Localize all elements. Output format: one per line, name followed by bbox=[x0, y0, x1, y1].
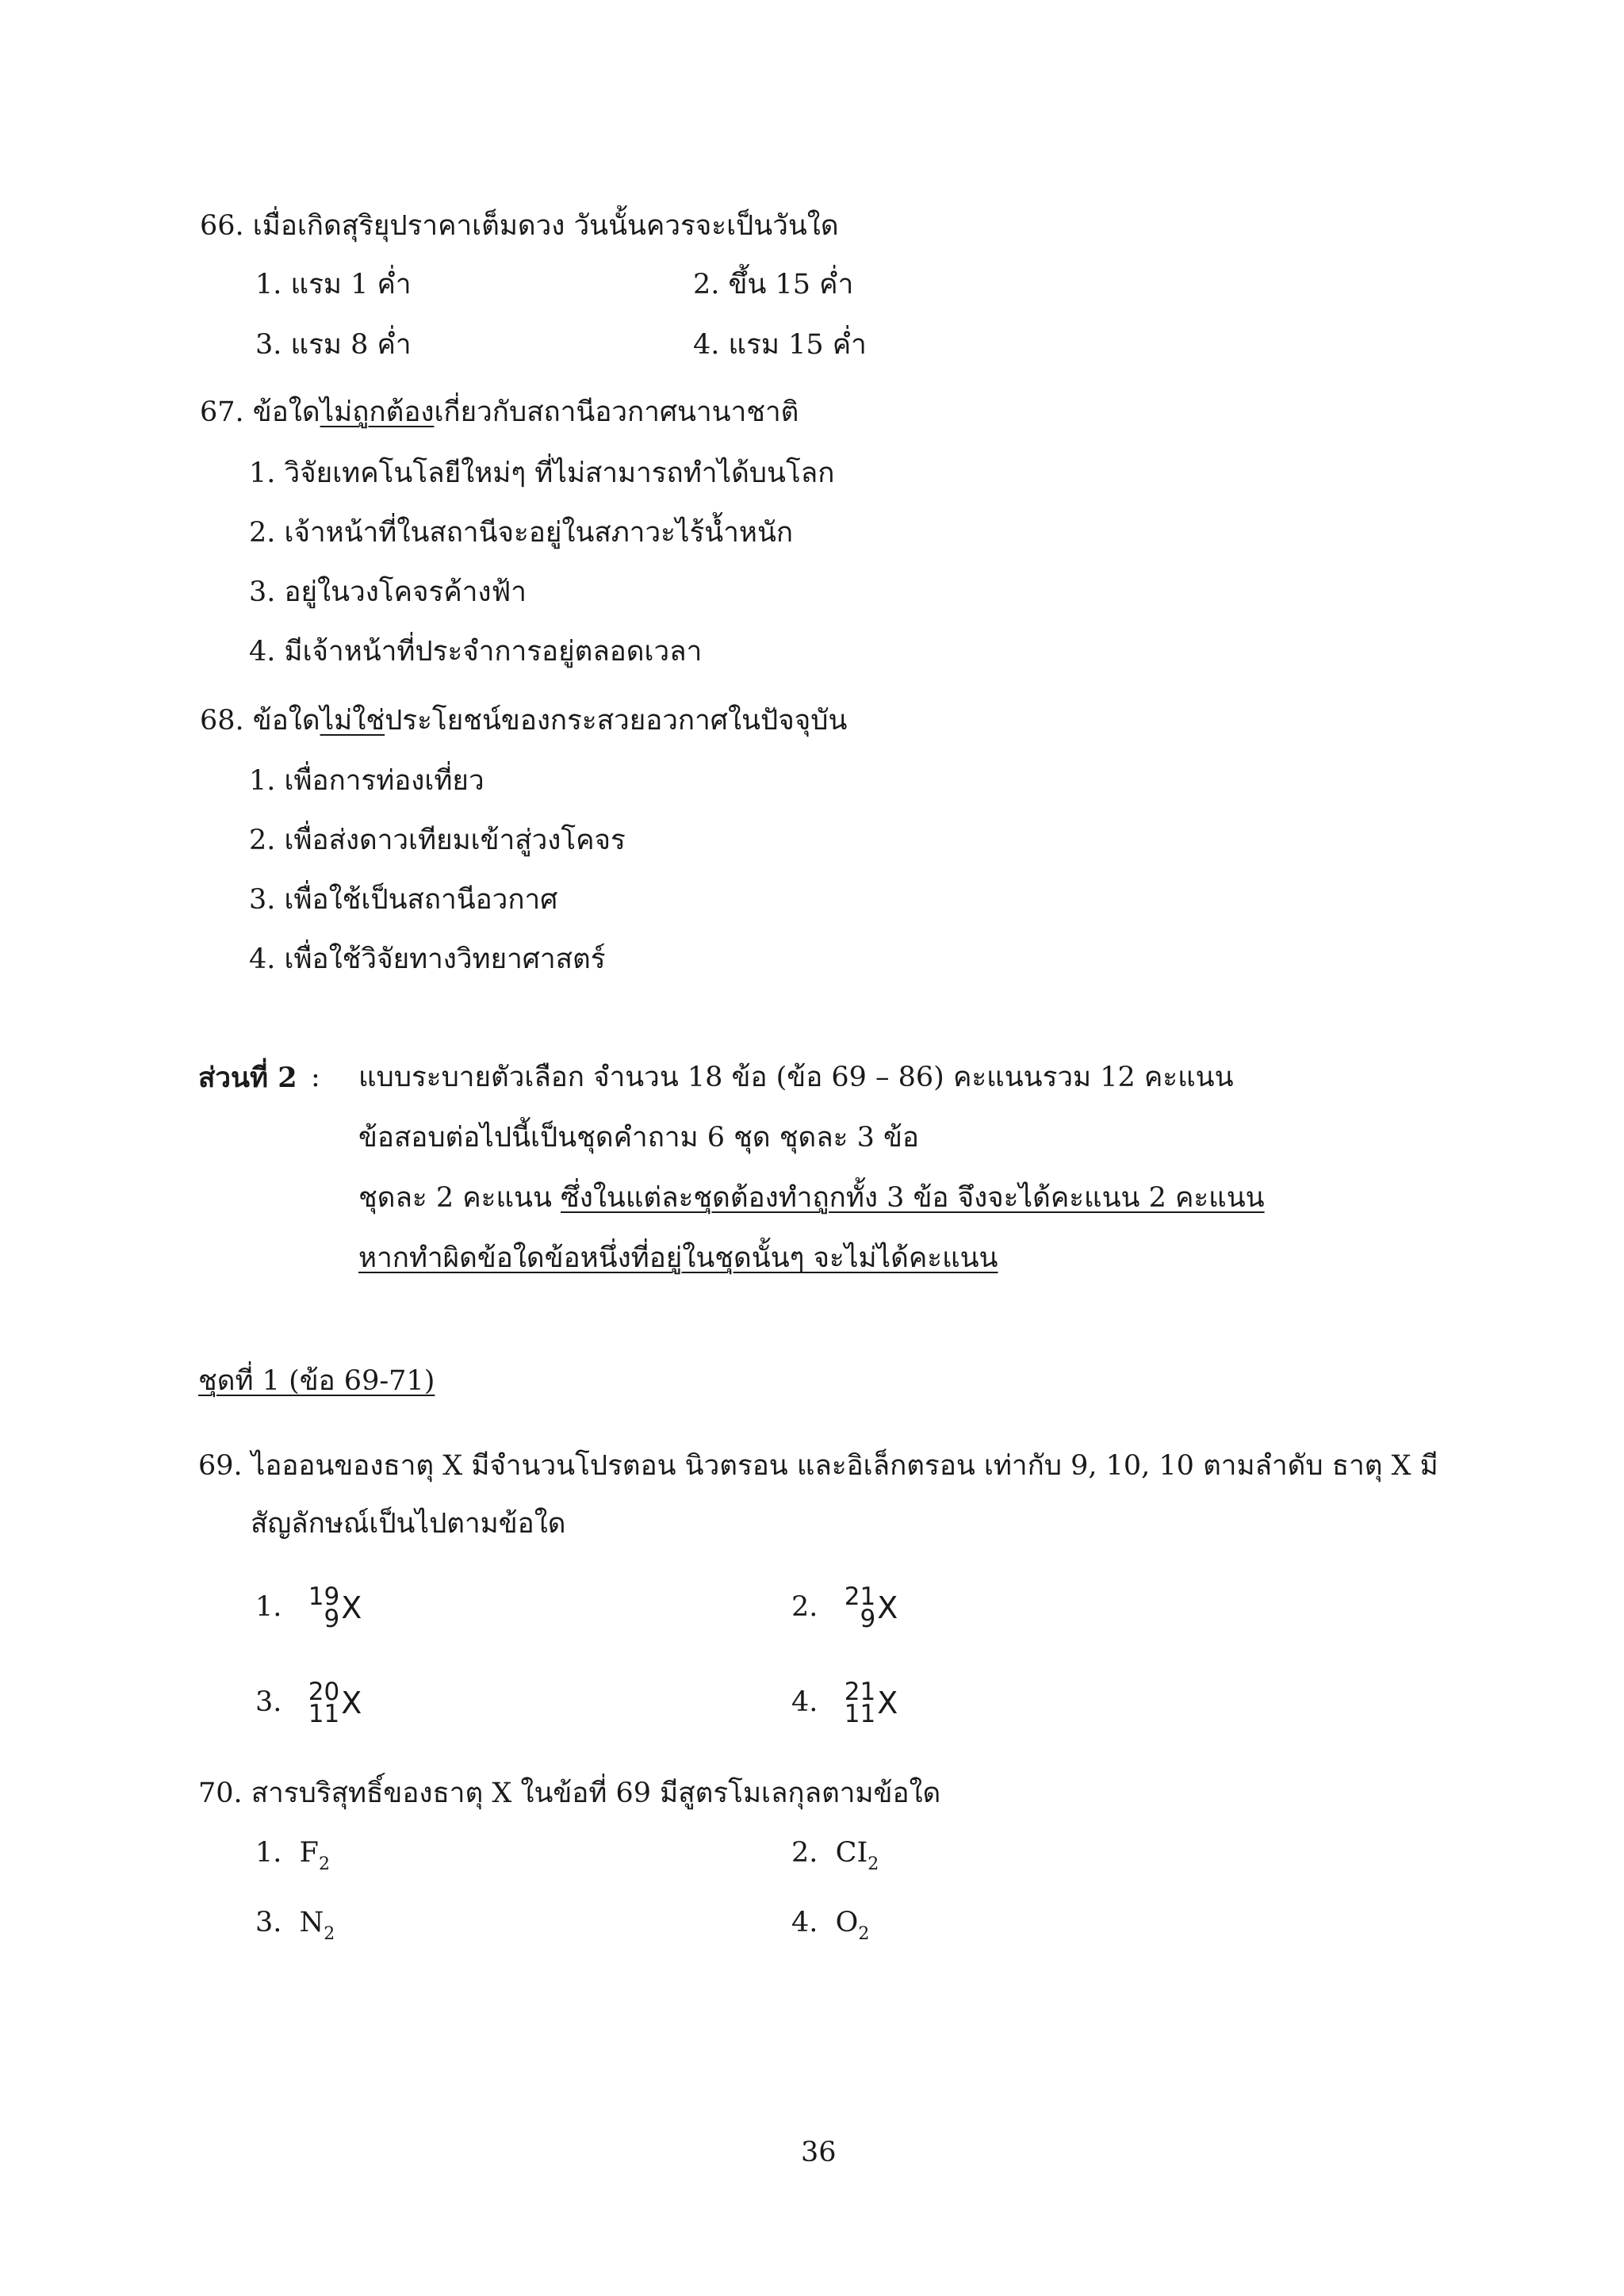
question-69-option-4 bbox=[791, 1678, 898, 1728]
question-68-option-3: 3. เพื่อใช้เป็นสถานีอวกาศ bbox=[249, 884, 558, 916]
question-69-stem-line-2: สัญลักษณ์เป็นไปตามข้อใด bbox=[251, 1508, 566, 1540]
section-2-line-4-emphasis: หากทำผิดข้อใดข้อหนึ่งที่อยู่ในชุดนั้นๆ จะไม่ได้คะแนน bbox=[358, 1242, 998, 1274]
option-label: 1. bbox=[255, 1837, 282, 1869]
question-67-rest: เกี่ยวกับสถานีอวกาศนานาชาติ bbox=[434, 396, 799, 428]
mass-number: 20 bbox=[308, 1678, 340, 1706]
section-2-line-3-plain: ชุดละ 2 คะแนน bbox=[358, 1182, 561, 1214]
atomic-number: 9 bbox=[860, 1605, 876, 1633]
isotope-numbers bbox=[844, 1678, 876, 1728]
question-67-option-3: 3. อยู่ในวงโคจรค้างฟ้า bbox=[249, 576, 527, 608]
question-70-option-2 bbox=[791, 1839, 879, 1873]
option-label: 2. bbox=[791, 1590, 818, 1623]
question-69-option-3 bbox=[255, 1678, 362, 1728]
option-label: 2. bbox=[791, 1837, 818, 1869]
question-70-option-4 bbox=[791, 1909, 869, 1943]
section-2-description-line-2: ข้อสอบต่อไปนี้เป็นชุดคำถาม 6 ชุด ชุดละ 3 ข้อ bbox=[358, 1122, 919, 1154]
atomic-number: 11 bbox=[308, 1700, 340, 1728]
question-67-option-2: 2. เจ้าหน้าที่ในสถานีจะอยู่ในสภาวะไร้น้ำหนัก bbox=[249, 517, 794, 549]
question-67-emphasis: ไม่ถูกต้อง bbox=[320, 396, 435, 428]
question-68-rest: ประโยชน์ของกระสวยอวกาศในปัจจุบัน bbox=[385, 705, 848, 737]
element-symbol: X bbox=[877, 1590, 898, 1625]
question-68-option-4: 4. เพื่อใช้วิจัยทางวิทยาศาสตร์ bbox=[249, 943, 606, 975]
formula-subscript: 2 bbox=[868, 1854, 879, 1874]
question-67-stem bbox=[200, 396, 799, 428]
question-67-number: 67. ข้อใด bbox=[200, 396, 320, 428]
question-67-option-4: 4. มีเจ้าหน้าที่ประจำการอยู่ตลอดเวลา bbox=[249, 636, 703, 668]
molecular-formula: F bbox=[299, 1837, 319, 1869]
question-68-stem bbox=[200, 707, 847, 735]
question-70-option-1 bbox=[255, 1839, 330, 1873]
formula-subscript: 2 bbox=[858, 1924, 870, 1944]
question-68-emphasis: ไม่ใช่ bbox=[320, 705, 385, 737]
molecular-formula: CI bbox=[835, 1837, 868, 1869]
question-67-option-1: 1. วิจัยเทคโนโลยีใหม่ๆ ที่ไม่สามารถทำได้บนโลก bbox=[249, 457, 835, 489]
question-68-number: 68. ข้อใด bbox=[200, 705, 320, 737]
element-symbol: X bbox=[341, 1686, 362, 1720]
section-2-line-3-emphasis: ซึ่งในแต่ละชุดต้องทำถูกทั้ง 3 ข้อ จึงจะได้คะแนน 2 คะแนน bbox=[561, 1182, 1265, 1214]
question-69-option-1 bbox=[255, 1582, 362, 1633]
atomic-number: 9 bbox=[324, 1605, 340, 1633]
isotope-numbers bbox=[844, 1582, 876, 1633]
mass-number: 21 bbox=[844, 1678, 876, 1706]
question-70-stem: 70. สารบริสุทธิ์ของธาตุ X ในข้อที่ 69 มีสูตรโมเลกุลตามข้อใด bbox=[198, 1777, 941, 1809]
formula-subscript: 2 bbox=[324, 1924, 335, 1944]
question-66-option-3: 3. แรม 8 ค่ำ bbox=[255, 329, 412, 361]
element-symbol: X bbox=[877, 1686, 898, 1720]
question-70-option-3 bbox=[255, 1909, 335, 1943]
molecular-formula: O bbox=[835, 1907, 859, 1938]
question-69-option-2 bbox=[791, 1582, 898, 1633]
section-2-label: ส่วนที่ 2 bbox=[198, 1062, 297, 1094]
option-label: 3. bbox=[255, 1686, 282, 1718]
question-68-option-2: 2. เพื่อส่งดาวเทียมเข้าสู่วงโคจร bbox=[249, 825, 626, 856]
question-66-option-2: 2. ขึ้น 15 ค่ำ bbox=[693, 269, 854, 300]
question-69-stem-line-1: 69. ไอออนของธาตุ X มีจำนวนโปรตอน นิวตรอน และอิเล็กตรอน เท่ากับ 9, 10, 10 ตามลำดับ ธาตุ X มี bbox=[198, 1450, 1438, 1482]
mass-number: 21 bbox=[844, 1582, 876, 1611]
question-66-stem: 66. เมื่อเกิดสุริยุปราคาเต็มดวง วันนั้นควรจะเป็นวันใด bbox=[200, 210, 839, 242]
element-symbol: X bbox=[341, 1590, 362, 1625]
formula-subscript: 2 bbox=[318, 1854, 330, 1874]
molecular-formula: N bbox=[299, 1907, 324, 1938]
page-number: 36 bbox=[801, 2137, 837, 2168]
option-label: 4. bbox=[791, 1907, 818, 1938]
isotope-numbers bbox=[308, 1678, 340, 1728]
isotope-numbers bbox=[308, 1582, 340, 1633]
question-66-option-4: 4. แรม 15 ค่ำ bbox=[693, 329, 867, 361]
section-2-description-line-4 bbox=[358, 1242, 998, 1274]
option-label: 1. bbox=[255, 1590, 282, 1623]
option-label: 3. bbox=[255, 1907, 282, 1938]
section-2-colon: : bbox=[311, 1062, 320, 1093]
atomic-number: 11 bbox=[844, 1700, 876, 1728]
mass-number: 19 bbox=[308, 1582, 340, 1611]
question-68-option-1: 1. เพื่อการท่องเที่ยว bbox=[249, 765, 485, 797]
section-2-description-line-3 bbox=[358, 1184, 1265, 1212]
option-label: 4. bbox=[791, 1686, 818, 1718]
set-1-title: ชุดที่ 1 (ข้อ 69-71) bbox=[198, 1365, 435, 1397]
section-2-description-line-1: แบบระบายตัวเลือก จำนวน 18 ข้อ (ข้อ 69 – 86) คะแนนรวม 12 คะแนน bbox=[358, 1062, 1234, 1093]
question-66-option-1: 1. แรม 1 ค่ำ bbox=[255, 269, 412, 300]
